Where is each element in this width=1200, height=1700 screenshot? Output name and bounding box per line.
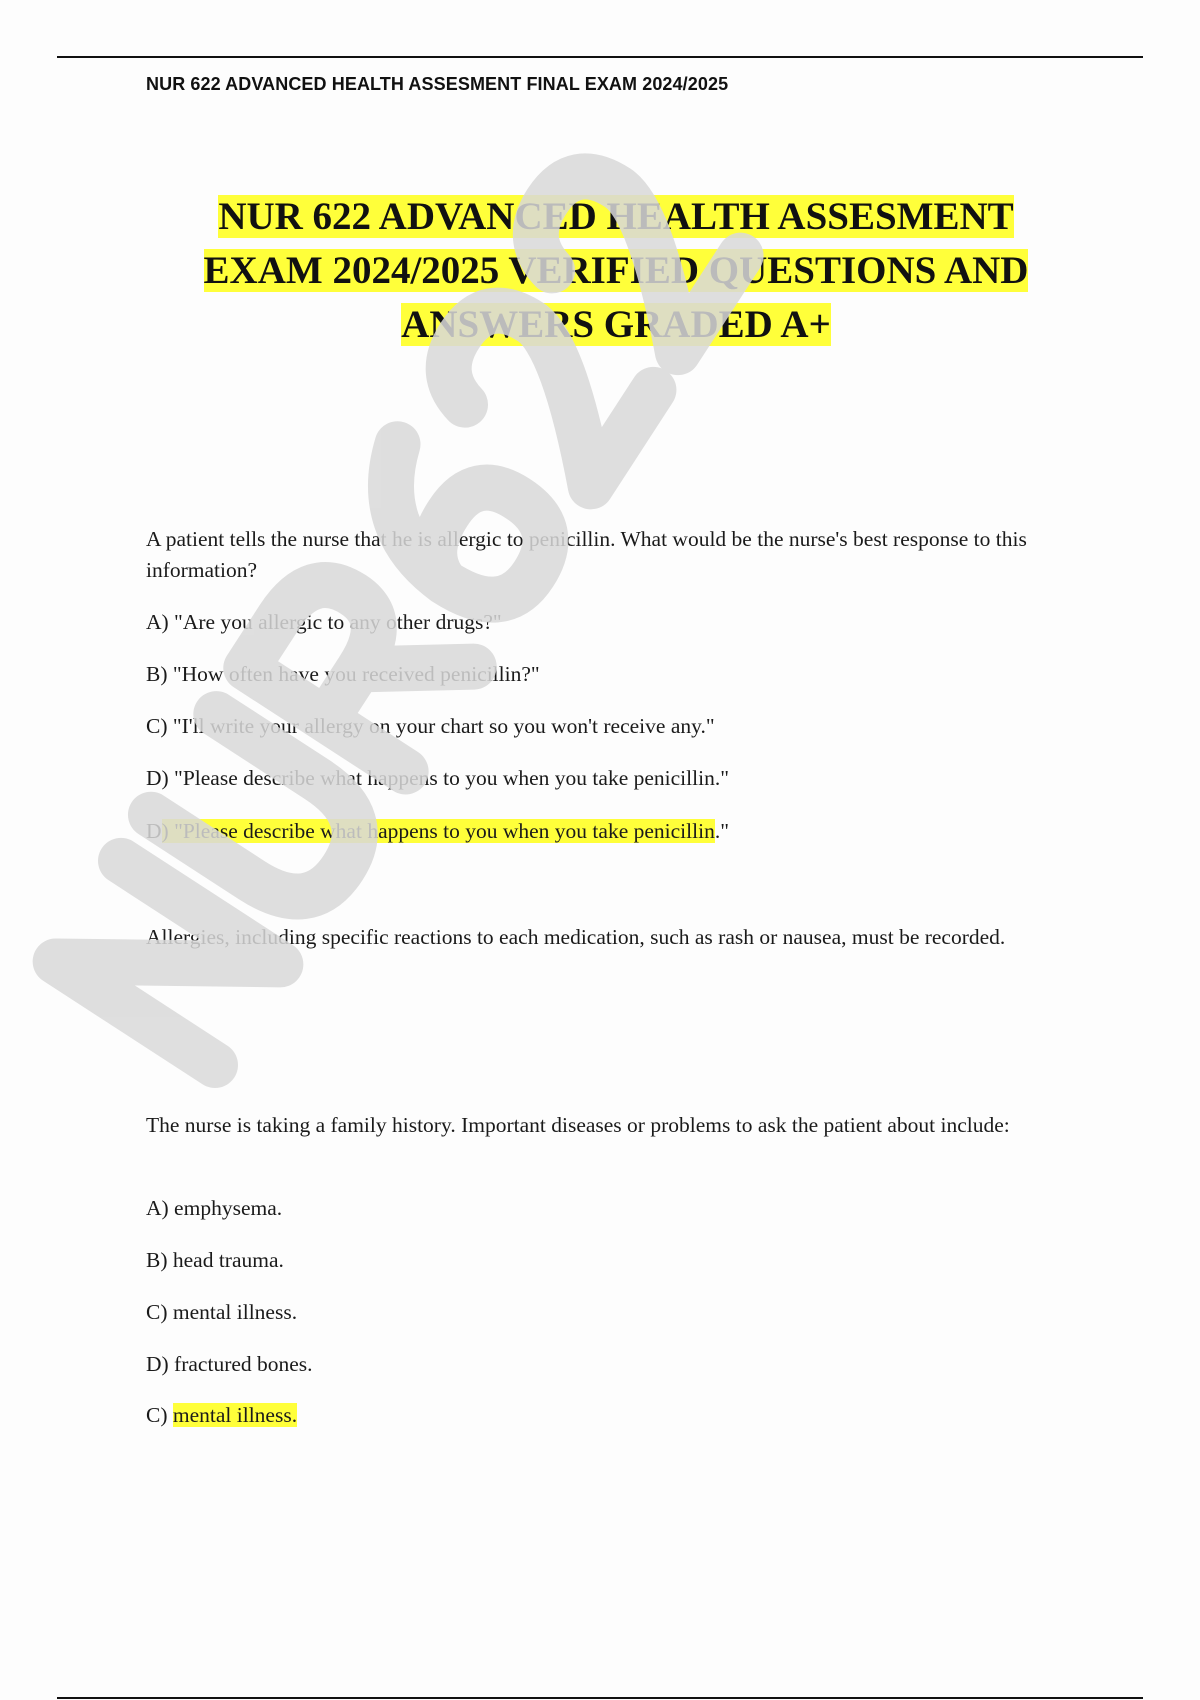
question-1-option-d: D) "Please describe what happens to you when you take penicillin." [146,766,729,790]
running-header: NUR 622 ADVANCED HEALTH ASSESMENT FINAL EXAM 2024/2025 [146,74,729,94]
question-1-option-c: C) "I'll write your allergy on your chart so you won't receive any." [146,714,715,738]
document-title [146,190,1086,352]
question-2-option-d: D) fractured bones. [146,1352,313,1376]
title-line-1: NUR 622 ADVANCED HEALTH ASSESMENT [218,195,1014,238]
top-rule [57,56,1143,58]
answer-1-prefix: D [146,819,162,843]
question-1-stem: A patient tells the nurse that he is allergic to penicillin. What would be the nurse's best response to this information? [146,527,1027,582]
question-1-option-a: A) "Are you allergic to any other drugs?" [146,610,502,634]
answer-2-prefix: C) [146,1403,173,1427]
answer-1-suffix: ." [714,819,729,843]
question-2-option-a: A) emphysema. [146,1196,283,1220]
title-line-3: ANSWERS GRADED A+ [401,303,831,346]
question-2-answer [146,1400,297,1431]
question-2-option-c: C) mental illness. [146,1300,298,1324]
question-2-option-b: B) head trauma. [146,1248,284,1272]
question-2-stem: The nurse is taking a family history. Important diseases or problems to ask the patient about include: [146,1113,1010,1137]
watermark-letter-n [56,861,281,1065]
question-1-rationale: Allergies, including specific reactions to each medication, such as rash or nausea, must be recorded. [146,925,1006,949]
question-1-answer [146,816,729,847]
question-1-option-b: B) "How often have you received penicillin?" [146,662,540,686]
bottom-rule [57,1697,1143,1699]
answer-1-highlight: ) "Please describe what happens to you when you take penicillin [161,819,715,843]
title-line-2: EXAM 2024/2025 VERIFIED QUESTIONS AND [203,249,1029,292]
answer-2-highlight: mental illness. [172,1403,298,1427]
